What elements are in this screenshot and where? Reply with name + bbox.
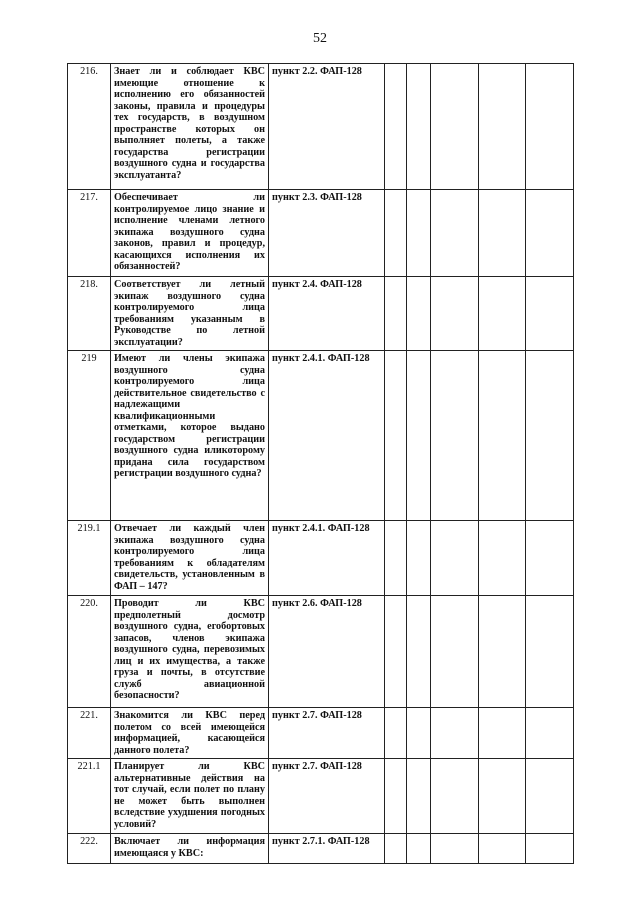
question-text: Знакомится ли КВС перед полетом со всей имеющейся информацией, касающейся данного полета?: [111, 708, 269, 759]
answer-cell: [431, 596, 479, 708]
answer-cell: [431, 351, 479, 521]
table-row: [68, 64, 574, 190]
answer-cell: [526, 596, 574, 708]
answer-cell: [479, 759, 526, 834]
table-row: [68, 708, 574, 759]
question-text: Планирует ли КВС альтернативные действия на тот случай, если полет по плану не может быть выполнен вследствие ухудшения погодных условий?: [111, 759, 269, 834]
question-text: Включает ли информация имеющаяся у КВС:: [111, 834, 269, 864]
answer-cell: [407, 596, 431, 708]
answer-cell: [526, 64, 574, 190]
answer-cell: [385, 277, 407, 351]
row-number: 218.: [68, 277, 111, 351]
answer-cell: [431, 521, 479, 596]
answer-cell: [431, 759, 479, 834]
answer-cell: [407, 351, 431, 521]
answer-cell: [385, 596, 407, 708]
question-text: Имеют ли члены экипажа воздушного судна контролируемого лица действительное свидетельство с надлежащими квалификационными отметками, которое выдано государством регистрации воздушного судна иликоторому придана сила государством регистрации воздушного судна?: [111, 351, 269, 521]
requirement-reference: пункт 2.4.1. ФАП-128: [269, 521, 385, 596]
table-row: [68, 596, 574, 708]
row-number: 217.: [68, 190, 111, 277]
table-row: [68, 834, 574, 864]
requirement-reference: пункт 2.6. ФАП-128: [269, 596, 385, 708]
row-number: 219.1: [68, 521, 111, 596]
answer-cell: [479, 351, 526, 521]
answer-cell: [479, 708, 526, 759]
answer-cell: [526, 277, 574, 351]
row-number: 222.: [68, 834, 111, 864]
table-row: [68, 521, 574, 596]
answer-cell: [479, 190, 526, 277]
question-text: Обеспечивает ли контролируемое лицо знание и исполнение членами летного экипажа воздушного судна законов, правил и процедур, касающихся исполнения их обязанностей?: [111, 190, 269, 277]
answer-cell: [431, 708, 479, 759]
question-text: Соответствует ли летный экипаж воздушного судна контролируемого лица требованиям указанным в Руководстве по летной эксплуатации?: [111, 277, 269, 351]
answer-cell: [479, 277, 526, 351]
requirement-reference: пункт 2.4. ФАП-128: [269, 277, 385, 351]
page-number: 52: [313, 31, 327, 46]
table-row: [68, 190, 574, 277]
answer-cell: [431, 64, 479, 190]
table-row: [68, 351, 574, 521]
question-text: Отвечает ли каждый член экипажа воздушного судна контролируемого лица требованиям к обладателям свидетельств, установленным в ФАП – 147?: [111, 521, 269, 596]
row-number: 216.: [68, 64, 111, 190]
requirement-reference: пункт 2.7. ФАП-128: [269, 708, 385, 759]
requirement-reference: пункт 2.2. ФАП-128: [269, 64, 385, 190]
answer-cell: [385, 708, 407, 759]
answer-cell: [526, 759, 574, 834]
answer-cell: [526, 351, 574, 521]
answer-cell: [526, 521, 574, 596]
answer-cell: [385, 521, 407, 596]
answer-cell: [407, 64, 431, 190]
requirement-reference: пункт 2.3. ФАП-128: [269, 190, 385, 277]
answer-cell: [385, 351, 407, 521]
answer-cell: [385, 834, 407, 864]
question-text: Знает ли и соблюдает КВС имеющие отношение к исполнению его обязанностей законы, правила и процедуры тех государств, в воздушном пространстве которых он выполняет полеты, а также государства регистрации воздушного судна и государства эксплуатанта?: [111, 64, 269, 190]
answer-cell: [431, 190, 479, 277]
answer-cell: [526, 190, 574, 277]
answer-cell: [479, 834, 526, 864]
answer-cell: [407, 759, 431, 834]
table-row: [68, 277, 574, 351]
answer-cell: [407, 277, 431, 351]
answer-cell: [431, 834, 479, 864]
answer-cell: [431, 277, 479, 351]
requirement-reference: пункт 2.7. ФАП-128: [269, 759, 385, 834]
table-row: [68, 759, 574, 834]
answer-cell: [479, 596, 526, 708]
answer-cell: [407, 708, 431, 759]
row-number: 221.: [68, 708, 111, 759]
requirement-reference: пункт 2.4.1. ФАП-128: [269, 351, 385, 521]
answer-cell: [479, 521, 526, 596]
answer-cell: [526, 708, 574, 759]
requirement-reference: пункт 2.7.1. ФАП-128: [269, 834, 385, 864]
row-number: 221.1: [68, 759, 111, 834]
answer-cell: [407, 190, 431, 277]
question-text: Проводит ли КВС предполетный досмотр воздушного судна, егобортовых запасов, членов экипажа воздушного судна, перевозимых лиц и их имущества, а также груза и почты, в отсутствие служб авиационной безопасности?: [111, 596, 269, 708]
answer-cell: [407, 521, 431, 596]
row-number: 219: [68, 351, 111, 521]
answer-cell: [385, 64, 407, 190]
answer-cell: [385, 759, 407, 834]
answer-cell: [407, 834, 431, 864]
answer-cell: [526, 834, 574, 864]
checklist-table: [67, 63, 574, 864]
answer-cell: [479, 64, 526, 190]
answer-cell: [385, 190, 407, 277]
row-number: 220.: [68, 596, 111, 708]
